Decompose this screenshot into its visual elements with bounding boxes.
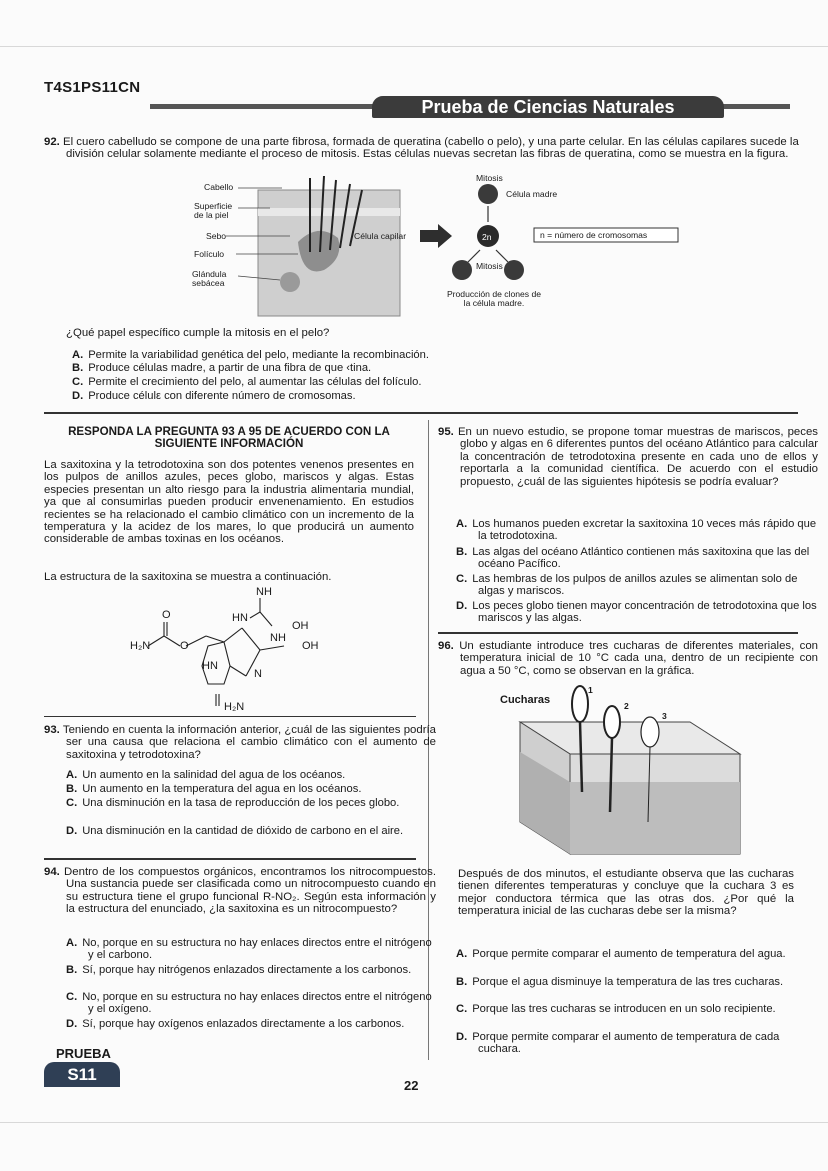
label-celula-capilar: Célula capilar [354,231,407,241]
spoon-3-bowl [641,717,659,747]
skin-surface [258,208,400,216]
section-divider [44,412,798,414]
bottom-divider [0,1122,828,1123]
label-2n: 2n [482,232,492,242]
atom-nh-top: NH [256,586,272,598]
label-superficie: Superficie de la piel [194,201,233,220]
q93-option-c[interactable]: C. Una disminución en la tasa de reproducción de los peces globo. [66,797,400,809]
atom-oh-1: OH [292,620,309,632]
spoon-2-bowl [604,706,620,738]
q95-option-d[interactable]: D. Los peces globo tienen mayor concentración de tetrodotoxina que los mariscos y las algas. [456,600,817,625]
title-banner [150,96,790,118]
atom-nh: NH [270,632,286,644]
spoon-1-bowl [572,686,588,722]
q96-divider [438,632,798,634]
label-spoon-3: 3 [662,711,667,721]
q96-option-b[interactable]: B. Porque el agua disminuye la temperatura de las tres cucharas. [456,976,784,988]
mother-cell-icon [478,184,498,204]
q96-option-d[interactable]: D. Porque permite comparar el aumento de temperatura de cada cuchara. [456,1031,780,1056]
atom-o-ester: O [180,640,189,652]
q93-divider [44,716,416,717]
q95-stem: 95. En un nuevo estudio, se propone tomar muestras de mariscos, peces globo y algas en 6 diferentes puntos del océano Atlántico para calcular la concentración de tetrodotoxina presente en cada uno de ellos y reportarla a la comunidad científica. De acuerdo con el estudio propuesto, ¿cuál de las siguientes hipótesis se podría evaluar? [438,426,818,488]
q95-option-b[interactable]: B. Las algas del océano Atlántico contienen más saxitoxina que las del océano Pacífico. [456,546,810,571]
atom-oh-2: OH [302,640,319,652]
q92-question: ¿Qué papel específico cumple la mitosis en el pelo? [66,327,330,339]
label-legend: n = número de cromosomas [540,230,648,240]
label-mitosis-top: Mitosis [476,173,503,183]
label-cabello: Cabello [204,182,234,192]
atom-o-carbonyl: O [162,609,171,621]
q96-text2: Después de dos minutos, el estudiante observa que las cucharas tienen diferentes temperaturas y concluye que la cuchara 3 es mejor conductora térmica que las otras dos. ¿Por qué la temperatura inicial de las cucharas debe ser la misma? [458,868,794,918]
section-text: La saxitoxina y la tetrodotoxina son dos potentes venenos presentes en los pulpos de anillos azules, peces globo, mariscos y algas. Estas especies presentan un alto riesgo para la industria alimentaria mundial, ya que al consumirlas pueden producir envenenamiento. En estudios recientes se ha relacionado el cambio climático con un incremento de la temperatura y la acidez de los mares, lo que producirá un aumento considerable de ambas toxinas en los océanos. [44,459,414,546]
atom-hn-lower: HN [202,660,218,672]
q94-option-d[interactable]: D. Sí, porque hay oxígenos enlazados directamente a los carbonos. [66,1018,405,1030]
label-spoon-2: 2 [624,701,629,711]
q93-stem: 93. Teniendo en cuenta la información anterior, ¿cuál de las siguientes podría ser una causa que relaciona el cambio climático con el aumento de saxitoxina y tetrodotoxina? [44,724,436,761]
q92-option-d[interactable]: D. Produce célulε con diferente número de cromosomas. [72,390,356,402]
spoons-container-figure [470,682,800,862]
q93-option-d[interactable]: D. Una disminución en la cantidad de dióxido de carbono en el aire. [66,825,404,837]
q94-stem: 94. Dentro de los compuestos orgánicos, encontramos los nitrocompuestos. Una sustancia puede ser clasificada como un nitrocompuesto cuando en su estructura tiene el grupo funcional R-NO₂. Según esta información y la estructura del enunciado, ¿la saxitoxina es un nitrocompuesto? [44,866,436,916]
hair-mitosis-figure [190,172,690,322]
q92-option-b[interactable]: B. Produce células madre, a partir de una fibra de que ‹tina. [72,362,372,374]
structure-intro: La estructura de la saxitoxina se muestra a continuación. [44,571,332,583]
page-title: Prueba de Ciencias Naturales [372,96,724,118]
atom-n: N [254,668,262,680]
q94-divider [44,858,416,860]
top-divider [0,46,828,47]
gland-shape [280,272,300,292]
clone-cell-left-icon [452,260,472,280]
section-heading: RESPONDA LA PREGUNTA 93 A 95 DE ACUERDO CON LA SIGUIENTE INFORMACIÓN [68,425,390,450]
label-celula-madre: Célula madre [506,189,558,199]
q95-option-a[interactable]: A. Los humanos pueden excretar la saxitoxina 10 veces más rápido que la tetrodotoxina. [456,518,817,543]
q94-option-c[interactable]: C. No, porque en su estructura no hay enlaces directos entre el nitrógeno y el oxígeno. [66,991,432,1016]
footer-code-badge: S11 [44,1062,120,1087]
q93-option-b[interactable]: B. Un aumento en la temperatura del agua en los océanos. [66,783,362,795]
exam-code: T4S1PS11CN [44,79,141,96]
label-foliculo: Folículo [194,249,225,259]
water-front [570,782,740,854]
q94-option-b[interactable]: B. Sí, porque hay nitrógenos enlazados directamente a los carbonos. [66,964,412,976]
atom-hn-upper: HN [232,612,248,624]
clone-cell-right-icon [504,260,524,280]
q94-option-a[interactable]: A. No, porque en su estructura no hay enlaces directos entre el nitrógeno y el carbono. [66,937,432,962]
q92-option-a[interactable]: A. Permite la variabilidad genética del pelo, mediante la recombinación. [72,349,429,361]
q92-text: El cuero cabelludo se compone de una parte fibrosa, formada de queratina (cabello o pelo), y una parte celular. En las células capilares sucede la división celular solamente mediante el proceso de mitosis. Estas células nuevas secretan las fibras de queratina, como se muestra en la figura. [63,136,799,161]
page-number: 22 [404,1078,419,1093]
label-clones: Producción de clones de la célula madre. [446,289,542,308]
atom-h2n-left: H₂N [130,640,151,652]
q95-option-c[interactable]: C. Las hembras de los pulpos de anillos azules se alimentan solo de algas y mariscos. [456,573,798,598]
q93-option-a[interactable]: A. Un aumento en la salinidad del agua de los océanos. [66,769,346,781]
label-spoon-1: 1 [588,685,593,695]
q96-stem: 96. Un estudiante introduce tres cucharas de diferentes materiales, con temperatura inicial de 10 °C cada una, dentro de un recipiente con agua a 50 °C, como se observan en la gráfica. [438,640,818,677]
atom-h2n-bottom: H₂N [224,701,245,713]
q96-option-a[interactable]: A. Porque permite comparar el aumento de temperatura del agua. [456,948,786,960]
label-cucharas: Cucharas [500,694,551,706]
q92-stem [44,136,828,161]
arrow-right-icon [420,224,452,248]
q92-option-c[interactable]: C. Permite el crecimiento del pelo, al aumentar las células del folículo. [72,376,422,388]
label-sebo: Sebo [206,231,227,241]
label-glandula: Glándula sebácea [192,269,227,288]
q96-option-c[interactable]: C. Porque las tres cucharas se introducen en un solo recipiente. [456,1003,776,1015]
footer-prueba: PRUEBA [56,1046,111,1061]
q92-number: 92. [44,136,60,148]
label-mitosis-bottom: Mitosis [476,261,503,271]
